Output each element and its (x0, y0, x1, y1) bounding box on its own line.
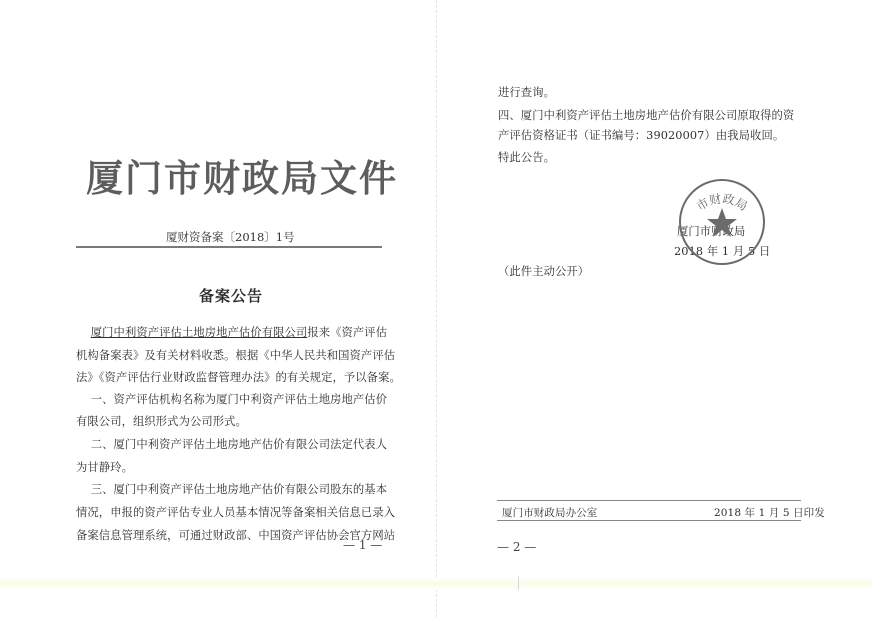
body-text: 报来《资产评估 (307, 326, 388, 339)
body-line (76, 459, 133, 475)
notice-title: 备案公告 (199, 287, 264, 305)
body-line (76, 436, 387, 452)
body-text: 机构备案表》及有关材料收悉。根据《中华人民共和国资产评估 (76, 349, 396, 362)
body-text: 法》《资产评估行业财政监督管理办法》的有关规定，予以备案。 (76, 371, 401, 384)
signature-org: 厦门市财政局 (677, 225, 746, 238)
header-title: 厦门市财政局文件 (86, 157, 398, 200)
footer-date: 2018 年 1 月 5 日印发 (714, 507, 825, 519)
header-divider (76, 246, 382, 248)
footer-office: 厦门市财政局办公室 (502, 507, 598, 519)
seal-graphic (674, 176, 771, 268)
signature-date: 2018 年 1 月 5 日 (674, 245, 771, 258)
body-text: 二、厦门中利资产评估土地房地产估价有限公司法定代表人 (76, 438, 388, 451)
page-number-1: — 1 — (343, 538, 383, 552)
scan-mark (518, 576, 519, 590)
page-number-2: — 2 — (497, 540, 537, 554)
body-text: 一、资产评估机构名称为厦门中利资产评估土地房地产估价 (76, 393, 388, 406)
body-text: 情况，申报的资产评估专业人员基本情况等备案相关信息已录入 (76, 506, 396, 519)
body-line: 进行查询。 (498, 86, 555, 99)
seal-text: 市财政局 (693, 191, 751, 214)
body-text: 三、厦门中利资产评估土地房地产估价有限公司股东的基本 (76, 483, 388, 496)
document-number: 厦财资备案〔2018〕1号 (166, 230, 295, 244)
body-line (76, 391, 387, 407)
body-line (76, 413, 247, 429)
official-seal (674, 176, 771, 268)
body-text: 有限公司，组织形式为公司形式。 (76, 415, 247, 428)
seal-star-icon (707, 208, 737, 237)
body-line: 产评估资格证书（证书编号：39020007）由我局收回。 (498, 129, 785, 142)
public-note: （此件主动公开） (498, 265, 590, 278)
body-line (76, 504, 395, 520)
body-line: 特此公告。 (498, 151, 555, 164)
body-line (76, 324, 387, 340)
body-text: 为甘静玲。 (76, 461, 133, 474)
body-line (76, 347, 395, 363)
footer-bottom-rule (497, 520, 801, 521)
company-name-underlined: 厦门中利资产评估土地房地产估价有限公司 (90, 326, 308, 339)
body-line (76, 369, 401, 385)
indent (76, 326, 91, 339)
footer-top-rule (497, 500, 801, 501)
scan-edge (0, 578, 872, 590)
body-text: 备案信息管理系统，可通过财政部、中国资产评估协会官方网站 (76, 529, 396, 542)
body-line (76, 481, 387, 497)
body-line: 四、厦门中利资产评估土地房地产估价有限公司原取得的资 (498, 109, 795, 122)
document-page-2 (436, 0, 872, 617)
